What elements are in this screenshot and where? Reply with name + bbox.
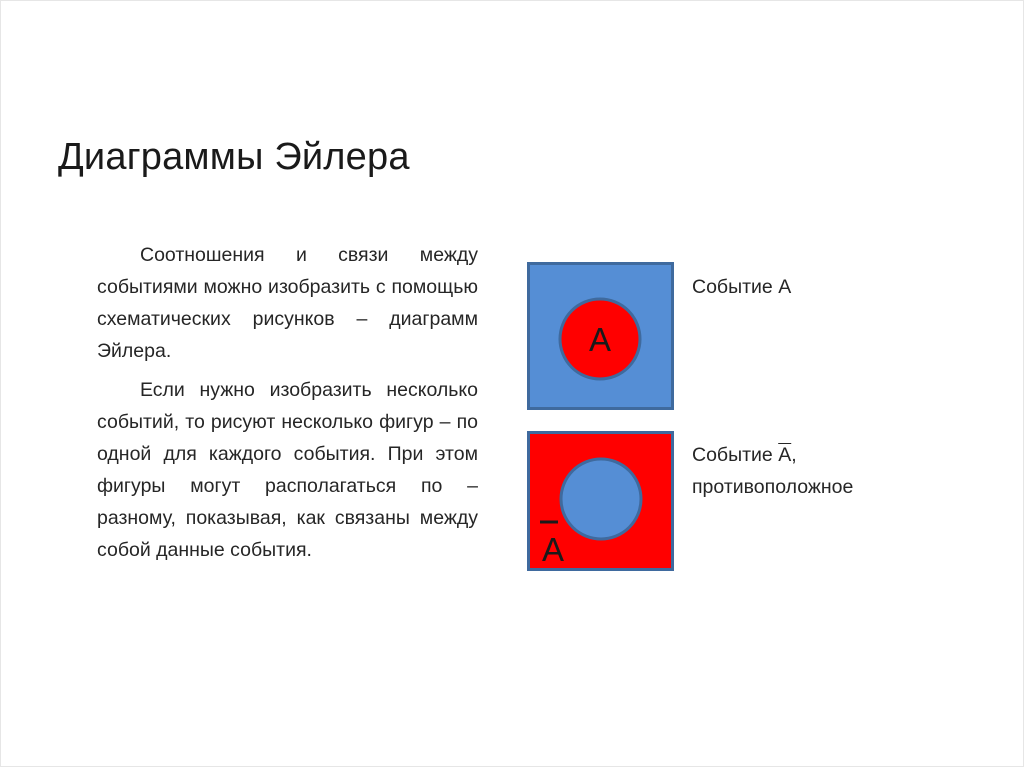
paragraph-multiple-events: Если нужно изобразить несколько событий, то рисуют несколько фигур – по одной для каждого события. При этом фигуры могут располагаться по – разному, показывая, как связаны между собой данные события.: [97, 379, 478, 561]
caption-not-a-suffix: ,: [791, 444, 797, 466]
euler-diagram-event-a: [527, 262, 675, 411]
body-text: [97, 239, 478, 573]
caption-event-not-a: [692, 439, 853, 503]
caption-not-a-line1: [692, 439, 853, 471]
paragraph-euler-definition: Соотношения и связи между событиями можно изобразить с помощью схематических рисунков – диаграмм Эйлера.: [97, 244, 478, 362]
caption-event-a: Событие А: [692, 276, 792, 298]
caption-not-a-prefix: Событие: [692, 444, 779, 466]
event-a-label: A: [588, 321, 612, 358]
event-a-circle-blue: [561, 459, 641, 539]
caption-not-a-line2: противоположное: [692, 476, 854, 498]
complement-label: A: [541, 531, 565, 568]
slide-title: Диаграммы Эйлера: [58, 136, 410, 178]
caption-not-a-symbol: А: [778, 444, 792, 466]
euler-diagram-event-not-a: [527, 431, 675, 572]
